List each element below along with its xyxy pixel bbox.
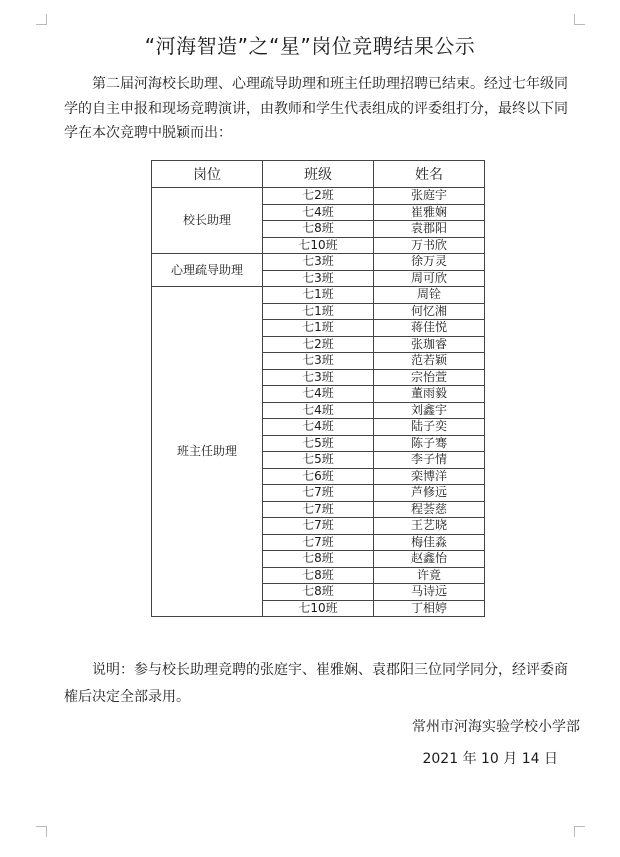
class-cell: 七8班 bbox=[263, 584, 374, 601]
name-cell: 李子情 bbox=[374, 452, 485, 469]
name-cell: 赵鑫怡 bbox=[374, 551, 485, 568]
class-cell: 七4班 bbox=[263, 386, 374, 403]
intro-text: 第二届河海校长助理、心理疏导助理和班主任助理招聘已结束。经过七年级同学的自主申报和现场竞聘演讲，由教师和学生代表组成的评委组打分，最终以下同学在本次竞聘中脱颖而出： bbox=[64, 76, 568, 141]
class-cell: 七1班 bbox=[263, 287, 374, 304]
name-cell: 程荟慈 bbox=[374, 501, 485, 518]
name-cell: 何忆湘 bbox=[374, 303, 485, 320]
name-cell: 许竟 bbox=[374, 567, 485, 584]
class-cell: 七6班 bbox=[263, 468, 374, 485]
name-cell: 栾博洋 bbox=[374, 468, 485, 485]
class-cell: 七3班 bbox=[263, 369, 374, 386]
class-cell: 七10班 bbox=[263, 600, 374, 617]
header-name: 姓名 bbox=[374, 161, 485, 188]
class-cell: 七7班 bbox=[263, 485, 374, 502]
name-cell: 王艺晓 bbox=[374, 518, 485, 535]
class-cell: 七10班 bbox=[263, 237, 374, 254]
table-row bbox=[152, 287, 485, 304]
name-cell: 陈子骞 bbox=[374, 435, 485, 452]
position-cell: 班主任助理 bbox=[152, 287, 263, 617]
class-cell: 七4班 bbox=[263, 204, 374, 221]
name-cell: 陆子奕 bbox=[374, 419, 485, 436]
name-cell: 宗怡萱 bbox=[374, 369, 485, 386]
class-cell: 七2班 bbox=[263, 188, 374, 205]
name-cell: 梅佳淼 bbox=[374, 534, 485, 551]
class-cell: 七4班 bbox=[263, 402, 374, 419]
class-cell: 七3班 bbox=[263, 254, 374, 271]
class-cell: 七7班 bbox=[263, 501, 374, 518]
class-cell: 七8班 bbox=[263, 221, 374, 238]
class-cell: 七7班 bbox=[263, 518, 374, 535]
crop-mark-top-left bbox=[36, 14, 47, 25]
intro-paragraph bbox=[64, 72, 574, 146]
name-cell: 万书欣 bbox=[374, 237, 485, 254]
results-table bbox=[151, 160, 485, 617]
name-cell: 丁相婷 bbox=[374, 600, 485, 617]
header-position: 岗位 bbox=[152, 161, 263, 188]
name-cell: 徐万灵 bbox=[374, 254, 485, 271]
class-cell: 七7班 bbox=[263, 534, 374, 551]
header-class: 班级 bbox=[263, 161, 374, 188]
note-text: 说明：参与校长助理竞聘的张庭宇、崔雅娴、袁郡阳三位同学同分，经评委商榷后决定全部录用。 bbox=[64, 662, 568, 705]
class-cell: 七8班 bbox=[263, 551, 374, 568]
class-cell: 七5班 bbox=[263, 435, 374, 452]
class-cell: 七5班 bbox=[263, 452, 374, 469]
crop-mark-bottom-left bbox=[36, 826, 47, 837]
table-row bbox=[152, 188, 485, 205]
name-cell: 张珈睿 bbox=[374, 336, 485, 353]
document-title: “河海智造”之“星”岗位竞聘结果公示 bbox=[144, 34, 476, 58]
signature-school: 常州市河海实验学校小学部 bbox=[412, 719, 580, 735]
crop-mark-top-right bbox=[574, 14, 585, 25]
name-cell: 蒋佳悦 bbox=[374, 320, 485, 337]
name-cell: 袁郡阳 bbox=[374, 221, 485, 238]
class-cell: 七1班 bbox=[263, 320, 374, 337]
name-cell: 周可欣 bbox=[374, 270, 485, 287]
class-cell: 七1班 bbox=[263, 303, 374, 320]
class-cell: 七4班 bbox=[263, 419, 374, 436]
position-cell: 校长助理 bbox=[152, 188, 263, 254]
class-cell: 七2班 bbox=[263, 336, 374, 353]
name-cell: 周铨 bbox=[374, 287, 485, 304]
class-cell: 七3班 bbox=[263, 270, 374, 287]
table-body bbox=[152, 188, 485, 617]
name-cell: 张庭宇 bbox=[374, 188, 485, 205]
table-row bbox=[152, 254, 485, 271]
name-cell: 刘鑫宇 bbox=[374, 402, 485, 419]
name-cell: 崔雅娴 bbox=[374, 204, 485, 221]
class-cell: 七3班 bbox=[263, 353, 374, 370]
signature-date: 2021 年 10 月 14 日 bbox=[422, 751, 558, 767]
class-cell: 七8班 bbox=[263, 567, 374, 584]
crop-mark-bottom-right bbox=[574, 826, 585, 837]
note-paragraph bbox=[64, 657, 574, 711]
name-cell: 董雨毅 bbox=[374, 386, 485, 403]
name-cell: 芦修远 bbox=[374, 485, 485, 502]
name-cell: 马诗远 bbox=[374, 584, 485, 601]
table-header-row bbox=[152, 161, 485, 188]
name-cell: 范若颖 bbox=[374, 353, 485, 370]
position-cell: 心理疏导助理 bbox=[152, 254, 263, 287]
